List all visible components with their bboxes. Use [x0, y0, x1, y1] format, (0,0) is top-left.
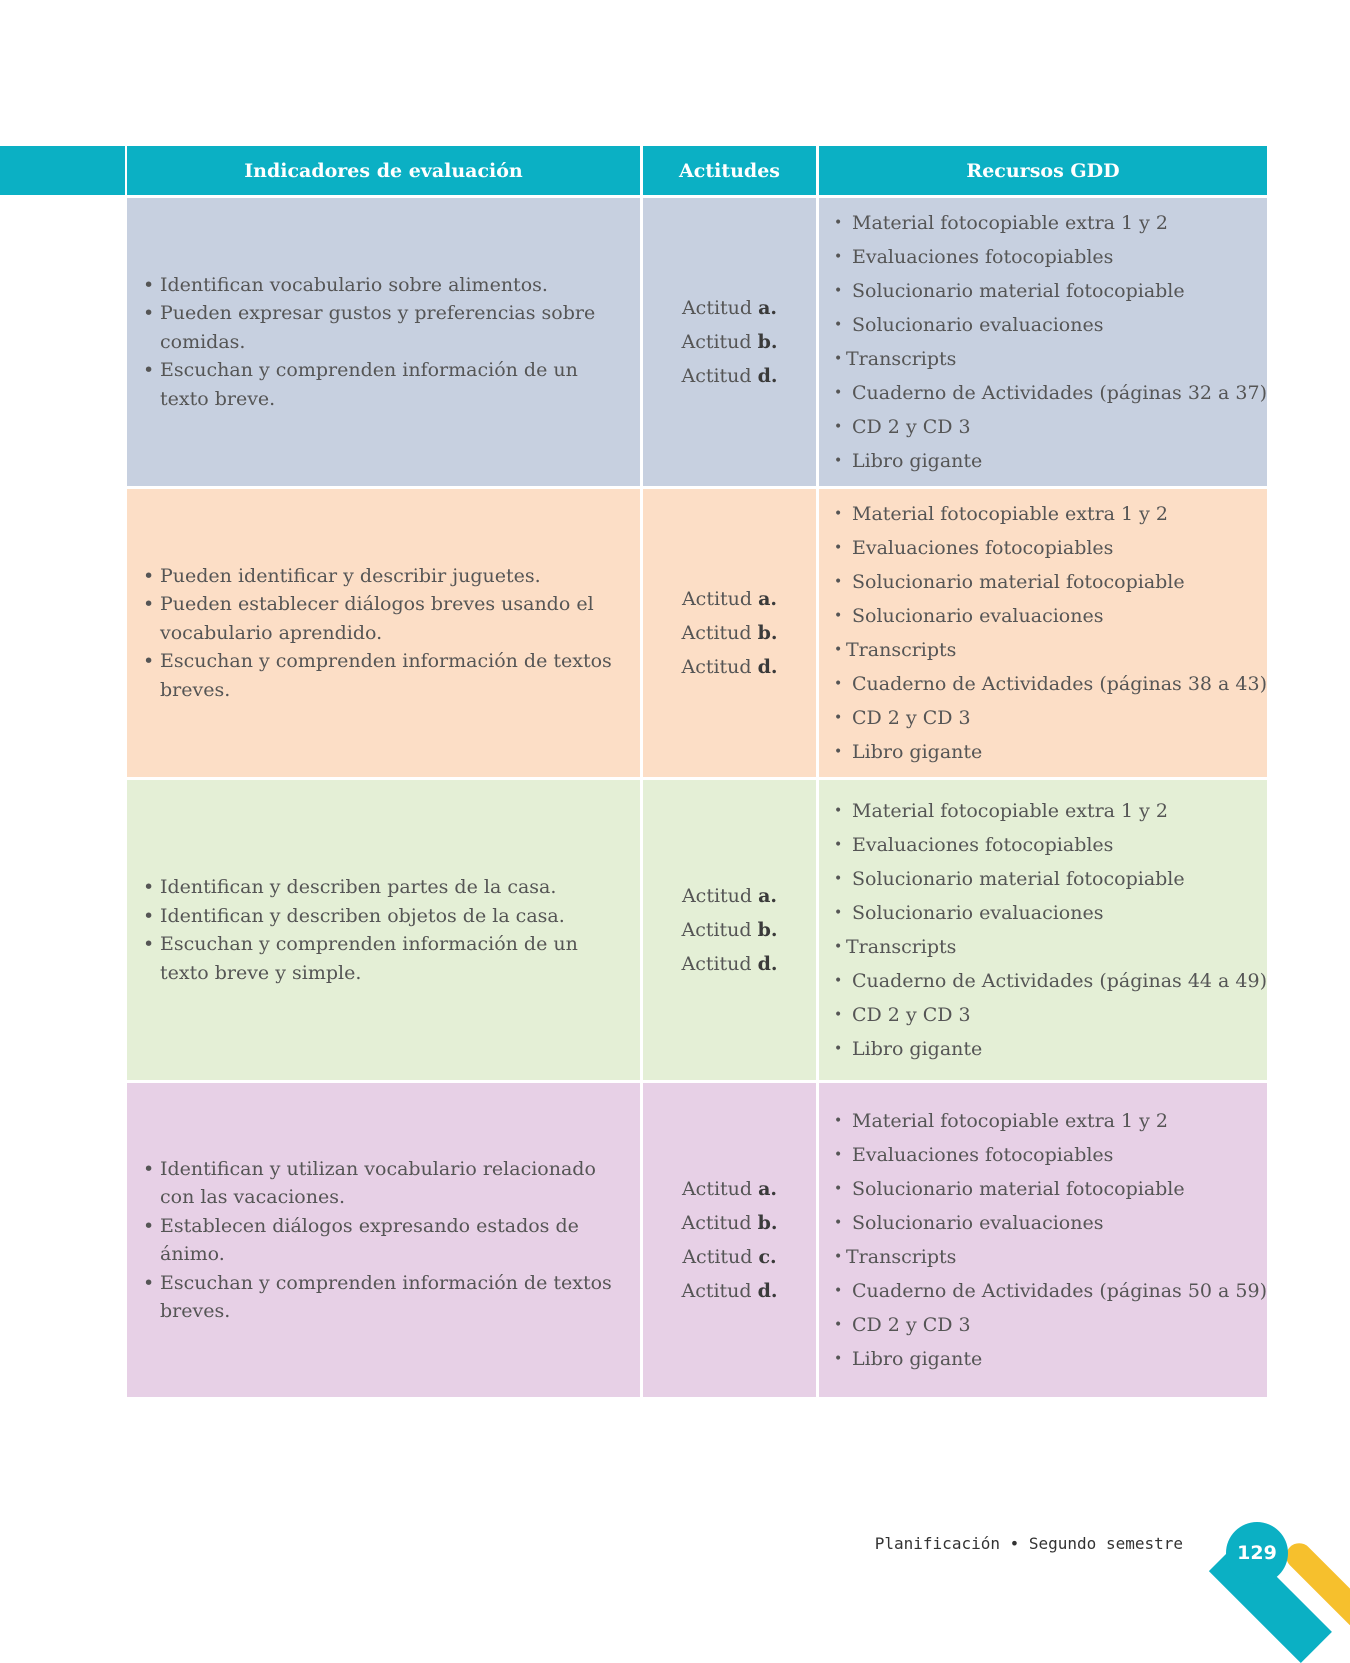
indicators-list: [127, 873, 640, 987]
list-item: • Pueden establecer diálogos breves usando el vocabulario aprendido.: [143, 590, 620, 647]
header-actitudes: Actitudes: [643, 146, 816, 195]
resources-cell: [819, 1083, 1267, 1397]
list-item: • Pueden expresar gustos y preferencias sobre comidas.: [143, 299, 620, 356]
resources-list: [819, 1104, 1267, 1376]
attitudes-cell: [643, 1083, 816, 1397]
list-item: • Pueden identificar y describir juguetes.: [143, 562, 620, 591]
attitude-item: Actitud a.: [681, 588, 778, 610]
list-item: • Identifican vocabulario sobre alimentos.: [143, 271, 620, 300]
indicators-list: [127, 1155, 640, 1326]
indicators-cell: [127, 1083, 640, 1397]
list-item: • Evaluaciones fotocopiables: [834, 1138, 1267, 1172]
list-item: • Transcripts: [834, 633, 1267, 667]
attitudes-cell: [643, 198, 816, 486]
resources-cell: [819, 198, 1267, 486]
header-indicadores: Indicadores de evaluación: [127, 146, 640, 195]
resources-list: [819, 206, 1267, 478]
list-item: • Material fotocopiable extra 1 y 2: [834, 794, 1267, 828]
attitude-item: Actitud d.: [681, 365, 778, 387]
list-item: • Transcripts: [834, 930, 1267, 964]
indicators-list: [127, 562, 640, 705]
table-row: [127, 489, 1267, 777]
attitudes-cell: [643, 489, 816, 777]
attitude-item: Actitud a.: [681, 885, 778, 907]
list-item: • Identifican y describen partes de la casa.: [143, 873, 620, 902]
list-item: • Evaluaciones fotocopiables: [834, 240, 1267, 274]
list-item: • Material fotocopiable extra 1 y 2: [834, 1104, 1267, 1138]
attitude-item: Actitud d.: [681, 1280, 778, 1302]
indicators-cell: [127, 198, 640, 486]
evaluation-table: [124, 143, 1270, 1400]
list-item: • Escuchan y comprenden información de un texto breve.: [143, 356, 620, 413]
attitude-item: Actitud b.: [681, 622, 778, 644]
resources-cell: [819, 780, 1267, 1080]
table-row: [127, 1083, 1267, 1397]
attitude-item: Actitud a.: [681, 297, 778, 319]
table-row: [127, 198, 1267, 486]
list-item: • Solucionario evaluaciones: [834, 896, 1267, 930]
header-recursos: Recursos GDD: [819, 146, 1267, 195]
list-item: • Identifican y describen objetos de la casa.: [143, 902, 620, 931]
resources-list: [819, 794, 1267, 1066]
page-number-badge: 129: [1226, 1522, 1288, 1584]
attitude-item: Actitud c.: [682, 1246, 777, 1268]
list-item: • Cuaderno de Actividades (páginas 38 a 43): [834, 667, 1267, 701]
list-item: • Material fotocopiable extra 1 y 2: [834, 206, 1267, 240]
table-row: [127, 780, 1267, 1080]
list-item: • Libro gigante: [834, 444, 1267, 478]
list-item: • CD 2 y CD 3: [834, 701, 1267, 735]
list-item: • Escuchan y comprenden información de textos breves.: [143, 1269, 620, 1326]
list-item: • CD 2 y CD 3: [834, 1308, 1267, 1342]
list-item: • Solucionario evaluaciones: [834, 1206, 1267, 1240]
attitude-item: Actitud b.: [681, 919, 778, 941]
list-item: • Escuchan y comprenden información de textos breves.: [143, 647, 620, 704]
list-item: • Material fotocopiable extra 1 y 2: [834, 497, 1267, 531]
list-item: • Solucionario material fotocopiable: [834, 274, 1267, 308]
list-item: • Cuaderno de Actividades (páginas 32 a 37): [834, 376, 1267, 410]
list-item: • Transcripts: [834, 342, 1267, 376]
list-item: • Libro gigante: [834, 1342, 1267, 1376]
list-item: • Libro gigante: [834, 1032, 1267, 1066]
attitude-item: Actitud d.: [681, 656, 778, 678]
list-item: • Evaluaciones fotocopiables: [834, 828, 1267, 862]
indicators-list: [127, 271, 640, 414]
table-header-row: [127, 146, 1267, 195]
attitude-item: Actitud b.: [681, 331, 778, 353]
attitude-item: Actitud d.: [681, 953, 778, 975]
list-item: • Solucionario evaluaciones: [834, 308, 1267, 342]
list-item: • Establecen diálogos expresando estados de ánimo.: [143, 1212, 620, 1269]
list-item: • Transcripts: [834, 1240, 1267, 1274]
resources-list: [819, 497, 1267, 769]
list-item: • Libro gigante: [834, 735, 1267, 769]
indicators-cell: [127, 489, 640, 777]
list-item: • Solucionario material fotocopiable: [834, 862, 1267, 896]
attitudes-cell: [643, 780, 816, 1080]
list-item: • Escuchan y comprenden información de un texto breve y simple.: [143, 930, 620, 987]
list-item: • Cuaderno de Actividades (páginas 44 a 49): [834, 964, 1267, 998]
attitude-item: Actitud a.: [681, 1178, 778, 1200]
list-item: • CD 2 y CD 3: [834, 998, 1267, 1032]
footer-section-label: Planificación • Segundo semestre: [874, 1534, 1183, 1553]
indicators-cell: [127, 780, 640, 1080]
list-item: • Identifican y utilizan vocabulario relacionado con las vacaciones.: [143, 1155, 620, 1212]
list-item: • CD 2 y CD 3: [834, 410, 1267, 444]
list-item: • Evaluaciones fotocopiables: [834, 531, 1267, 565]
attitude-item: Actitud b.: [681, 1212, 778, 1234]
list-item: • Cuaderno de Actividades (páginas 50 a 59): [834, 1274, 1267, 1308]
resources-cell: [819, 489, 1267, 777]
list-item: • Solucionario material fotocopiable: [834, 1172, 1267, 1206]
list-item: • Solucionario evaluaciones: [834, 599, 1267, 633]
list-item: • Solucionario material fotocopiable: [834, 565, 1267, 599]
header-left-strip: [0, 146, 125, 195]
